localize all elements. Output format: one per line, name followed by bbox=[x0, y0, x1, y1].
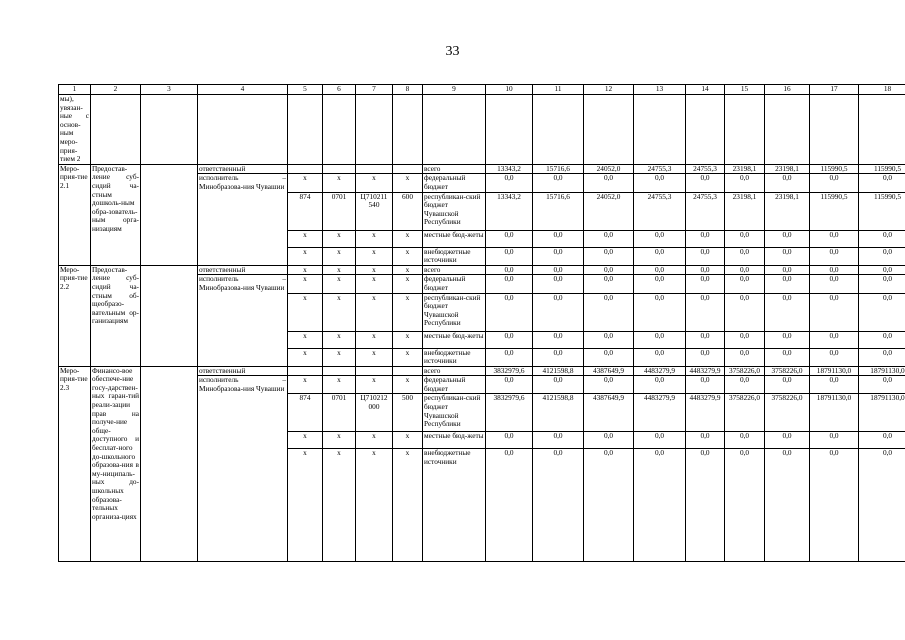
amount-cell: 0,0 bbox=[634, 293, 686, 331]
amount-cell: 0,0 bbox=[859, 331, 905, 348]
amount-cell: 0,0 bbox=[810, 265, 859, 275]
amount-cell: 0,0 bbox=[686, 331, 725, 348]
code-target: x bbox=[356, 293, 393, 331]
funding-source: всего bbox=[423, 265, 486, 275]
amount-cell: 0,0 bbox=[486, 275, 533, 293]
funding-source: федеральный бюджет bbox=[423, 275, 486, 293]
code-section: x bbox=[323, 432, 356, 449]
amount-cell: 0,0 bbox=[584, 275, 634, 293]
amount-cell: 0,0 bbox=[810, 275, 859, 293]
amount-cell: 0,0 bbox=[486, 265, 533, 275]
code-target: x bbox=[356, 331, 393, 348]
amount-cell: 0,0 bbox=[859, 265, 905, 275]
amount-cell: 0,0 bbox=[533, 265, 584, 275]
amount-cell: 4483279,9 bbox=[634, 394, 686, 432]
amount-cell: 0,0 bbox=[533, 348, 584, 366]
continuation-row bbox=[59, 95, 905, 165]
code-target: x bbox=[356, 348, 393, 366]
amount-cell: 4121598,8 bbox=[533, 394, 584, 432]
amount-cell: 0,0 bbox=[486, 293, 533, 331]
amount-cell: 0,0 bbox=[765, 376, 810, 394]
amount-cell: 3832979,6 bbox=[486, 366, 533, 376]
amount-cell: 0,0 bbox=[634, 174, 686, 192]
code-target bbox=[356, 366, 393, 376]
amount-cell: 115990,5 bbox=[810, 164, 859, 174]
code-grbs: x bbox=[288, 174, 323, 192]
amount-cell: 0,0 bbox=[486, 247, 533, 265]
amount-cell: 4483279,9 bbox=[634, 366, 686, 376]
code-section: 0701 bbox=[323, 192, 356, 230]
column-number: 14 bbox=[686, 85, 725, 95]
code-grbs bbox=[288, 164, 323, 174]
amount-cell: 0,0 bbox=[725, 376, 765, 394]
column-number: 6 bbox=[323, 85, 356, 95]
column-number: 18 bbox=[859, 85, 905, 95]
amount-cell: 4121598,8 bbox=[533, 366, 584, 376]
code-expense: x bbox=[393, 449, 423, 562]
code-grbs: 874 bbox=[288, 192, 323, 230]
amount-cell: 0,0 bbox=[584, 432, 634, 449]
measure-name: Меро-прия-тие 2.2 bbox=[59, 265, 91, 366]
amount-cell: 0,0 bbox=[486, 432, 533, 449]
amount-cell: 0,0 bbox=[725, 293, 765, 331]
table-row bbox=[59, 366, 905, 376]
code-section: x bbox=[323, 376, 356, 394]
column-number: 11 bbox=[533, 85, 584, 95]
measure-title: Предостав-ление суб-сидий ча-стным дошколь-ным обра-зователь-ным орга-низациям bbox=[91, 164, 141, 265]
amount-cell: 0,0 bbox=[533, 174, 584, 192]
code-expense bbox=[393, 164, 423, 174]
amount-cell: 0,0 bbox=[634, 230, 686, 247]
continuation-cell: мы), увязан-ные с основ-ным меро-прия-тием 2 bbox=[60, 94, 89, 164]
amount-cell: 0,0 bbox=[859, 230, 905, 247]
column-number: 12 bbox=[584, 85, 634, 95]
amount-cell: 0,0 bbox=[584, 449, 634, 562]
amount-cell: 3758226,0 bbox=[765, 394, 810, 432]
funding-source: республикан-ский бюджет Чувашской Республики bbox=[423, 394, 486, 432]
amount-cell: 0,0 bbox=[486, 449, 533, 562]
column-number: 17 bbox=[810, 85, 859, 95]
amount-cell: 0,0 bbox=[725, 230, 765, 247]
executor-label: ответственный bbox=[198, 265, 288, 275]
amount-cell: 23198,1 bbox=[725, 192, 765, 230]
table-row bbox=[59, 265, 905, 275]
code-grbs: x bbox=[288, 449, 323, 562]
code-expense: x bbox=[393, 247, 423, 265]
funding-source: внебюджетные источники bbox=[423, 247, 486, 265]
column-number: 4 bbox=[198, 85, 288, 95]
amount-cell: 0,0 bbox=[810, 376, 859, 394]
amount-cell: 0,0 bbox=[686, 293, 725, 331]
amount-cell: 0,0 bbox=[486, 348, 533, 366]
amount-cell: 4387649,9 bbox=[584, 394, 634, 432]
amount-cell: 23198,1 bbox=[725, 164, 765, 174]
amount-cell: 3758226,0 bbox=[725, 366, 765, 376]
amount-cell: 0,0 bbox=[810, 174, 859, 192]
amount-cell: 0,0 bbox=[765, 247, 810, 265]
code-section: x bbox=[323, 331, 356, 348]
amount-cell: 0,0 bbox=[584, 247, 634, 265]
amount-cell: 0,0 bbox=[686, 247, 725, 265]
funding-source: всего bbox=[423, 366, 486, 376]
code-target: x bbox=[356, 376, 393, 394]
code-expense: 500 bbox=[393, 394, 423, 432]
amount-cell: 0,0 bbox=[765, 174, 810, 192]
funding-source: местные бюд-жеты bbox=[423, 331, 486, 348]
amount-cell: 3758226,0 bbox=[725, 394, 765, 432]
column-number: 10 bbox=[486, 85, 533, 95]
amount-cell: 0,0 bbox=[533, 331, 584, 348]
amount-cell: 0,0 bbox=[765, 275, 810, 293]
executor-detail: исполнитель – Минобразова-ния Чувашии bbox=[198, 376, 288, 562]
executor-detail: исполнитель – Минобразова-ния Чувашии bbox=[198, 174, 288, 265]
amount-cell: 0,0 bbox=[765, 432, 810, 449]
amount-cell: 0,0 bbox=[810, 432, 859, 449]
amount-cell: 24052,0 bbox=[584, 164, 634, 174]
executor-detail: исполнитель – Минобразова-ния Чувашии bbox=[198, 275, 288, 366]
amount-cell: 4483279,9 bbox=[686, 366, 725, 376]
amount-cell: 0,0 bbox=[725, 432, 765, 449]
code-grbs: 874 bbox=[288, 394, 323, 432]
column-number: 13 bbox=[634, 85, 686, 95]
code-section: x bbox=[323, 174, 356, 192]
amount-cell: 0,0 bbox=[634, 275, 686, 293]
funding-source: республикан-ский бюджет Чувашской Республики bbox=[423, 293, 486, 331]
amount-cell: 0,0 bbox=[859, 247, 905, 265]
code-section: x bbox=[323, 230, 356, 247]
code-section: 0701 bbox=[323, 394, 356, 432]
amount-cell: 24755,3 bbox=[634, 164, 686, 174]
amount-cell: 0,0 bbox=[486, 331, 533, 348]
amount-cell: 0,0 bbox=[533, 275, 584, 293]
code-target: Ц710211 540 bbox=[356, 192, 393, 230]
measure-name: Меро-прия-тие 2.3 bbox=[59, 366, 91, 562]
code-target: x bbox=[356, 230, 393, 247]
measure-title: Предостав-ление суб-сидий ча-стным об-щеобразо-вательным ор-ганизациям bbox=[91, 265, 141, 366]
amount-cell: 24755,3 bbox=[686, 192, 725, 230]
amount-cell: 0,0 bbox=[533, 449, 584, 562]
amount-cell: 4387649,9 bbox=[584, 366, 634, 376]
code-section: x bbox=[323, 449, 356, 562]
code-expense: x bbox=[393, 376, 423, 394]
amount-cell: 0,0 bbox=[810, 293, 859, 331]
code-expense: 600 bbox=[393, 192, 423, 230]
amount-cell: 115990,5 bbox=[810, 192, 859, 230]
amount-cell: 15716,6 bbox=[533, 192, 584, 230]
amount-cell: 0,0 bbox=[634, 265, 686, 275]
amount-cell: 0,0 bbox=[634, 348, 686, 366]
funding-source: внебюджетные источники bbox=[423, 348, 486, 366]
amount-cell: 0,0 bbox=[486, 376, 533, 394]
amount-cell: 0,0 bbox=[859, 376, 905, 394]
amount-cell: 13343,2 bbox=[486, 192, 533, 230]
amount-cell: 0,0 bbox=[584, 293, 634, 331]
code-target: x bbox=[356, 174, 393, 192]
amount-cell: 0,0 bbox=[765, 293, 810, 331]
funding-source: местные бюд-жеты bbox=[423, 432, 486, 449]
funding-source: федеральный бюджет bbox=[423, 174, 486, 192]
funding-source: федеральный бюджет bbox=[423, 376, 486, 394]
code-section: x bbox=[323, 275, 356, 293]
amount-cell: 0,0 bbox=[725, 174, 765, 192]
funding-source: республикан-ский бюджет Чувашской Республики bbox=[423, 192, 486, 230]
amount-cell: 0,0 bbox=[725, 348, 765, 366]
amount-cell: 0,0 bbox=[725, 265, 765, 275]
column-number-row bbox=[59, 85, 905, 95]
amount-cell: 3758226,0 bbox=[765, 366, 810, 376]
amount-cell: 0,0 bbox=[584, 348, 634, 366]
code-section bbox=[323, 164, 356, 174]
code-grbs bbox=[288, 366, 323, 376]
amount-cell: 0,0 bbox=[584, 230, 634, 247]
amount-cell: 18791130,0 bbox=[859, 394, 905, 432]
column-number: 2 bbox=[91, 85, 141, 95]
code-grbs: x bbox=[288, 265, 323, 275]
code-target: Ц710212 000 bbox=[356, 394, 393, 432]
code-expense bbox=[393, 366, 423, 376]
col3-empty bbox=[141, 366, 198, 562]
column-number: 9 bbox=[423, 85, 486, 95]
amount-cell: 18791130,0 bbox=[859, 366, 905, 376]
amount-cell: 0,0 bbox=[725, 247, 765, 265]
amount-cell: 115990,5 bbox=[859, 192, 905, 230]
code-target: x bbox=[356, 247, 393, 265]
code-expense: x bbox=[393, 293, 423, 331]
amount-cell: 0,0 bbox=[584, 174, 634, 192]
column-number: 16 bbox=[765, 85, 810, 95]
code-grbs: x bbox=[288, 348, 323, 366]
executor-label: ответственный bbox=[198, 164, 288, 174]
amount-cell: 24052,0 bbox=[584, 192, 634, 230]
code-expense: x bbox=[393, 432, 423, 449]
amount-cell: 0,0 bbox=[686, 432, 725, 449]
code-grbs: x bbox=[288, 331, 323, 348]
amount-cell: 0,0 bbox=[634, 376, 686, 394]
amount-cell: 0,0 bbox=[859, 432, 905, 449]
amount-cell: 3832979,6 bbox=[486, 394, 533, 432]
amount-cell: 0,0 bbox=[533, 432, 584, 449]
col3-empty bbox=[141, 164, 198, 265]
amount-cell: 0,0 bbox=[686, 230, 725, 247]
amount-cell: 0,0 bbox=[533, 247, 584, 265]
code-expense: x bbox=[393, 331, 423, 348]
funding-source: всего bbox=[423, 164, 486, 174]
column-number: 5 bbox=[288, 85, 323, 95]
column-number: 1 bbox=[59, 85, 91, 95]
column-number: 7 bbox=[356, 85, 393, 95]
amount-cell: 13343,2 bbox=[486, 164, 533, 174]
amount-cell: 0,0 bbox=[533, 230, 584, 247]
code-section: x bbox=[323, 265, 356, 275]
measure-name: Меро-прия-тие 2.1 bbox=[59, 164, 91, 265]
executor-label: ответственный bbox=[198, 366, 288, 376]
code-target: x bbox=[356, 275, 393, 293]
amount-cell: 0,0 bbox=[810, 247, 859, 265]
funding-source: местные бюд-жеты bbox=[423, 230, 486, 247]
code-grbs: x bbox=[288, 275, 323, 293]
code-section: x bbox=[323, 293, 356, 331]
amount-cell: 0,0 bbox=[486, 230, 533, 247]
amount-cell: 0,0 bbox=[686, 275, 725, 293]
amount-cell: 24755,3 bbox=[634, 192, 686, 230]
code-target bbox=[356, 164, 393, 174]
amount-cell: 24755,3 bbox=[686, 164, 725, 174]
amount-cell: 15716,6 bbox=[533, 164, 584, 174]
page-number: 33 bbox=[445, 44, 460, 59]
amount-cell: 23198,1 bbox=[765, 192, 810, 230]
amount-cell: 0,0 bbox=[765, 230, 810, 247]
code-grbs: x bbox=[288, 230, 323, 247]
amount-cell: 0,0 bbox=[686, 174, 725, 192]
budget-table bbox=[58, 84, 905, 562]
amount-cell: 0,0 bbox=[584, 331, 634, 348]
code-expense: x bbox=[393, 230, 423, 247]
amount-cell: 0,0 bbox=[810, 449, 859, 562]
amount-cell: 0,0 bbox=[765, 449, 810, 562]
column-number: 8 bbox=[393, 85, 423, 95]
amount-cell: 0,0 bbox=[486, 174, 533, 192]
code-target: x bbox=[356, 432, 393, 449]
amount-cell: 0,0 bbox=[686, 348, 725, 366]
amount-cell: 0,0 bbox=[810, 348, 859, 366]
amount-cell: 0,0 bbox=[725, 331, 765, 348]
amount-cell: 0,0 bbox=[634, 247, 686, 265]
amount-cell: 0,0 bbox=[859, 348, 905, 366]
amount-cell: 0,0 bbox=[765, 348, 810, 366]
amount-cell: 18791130,0 bbox=[810, 394, 859, 432]
amount-cell: 0,0 bbox=[725, 449, 765, 562]
amount-cell: 0,0 bbox=[725, 275, 765, 293]
measure-title: Финансо-вое обеспече-ние госу-дарствен-ных гаран-тий реали-зации прав на получе-ние обще-доступного и бесплат-ного до-школьного образова-ния в му-ниципаль-ных до-школьных образова-тельных организа-циях bbox=[91, 366, 141, 562]
amount-cell: 0,0 bbox=[765, 331, 810, 348]
amount-cell: 0,0 bbox=[584, 265, 634, 275]
funding-source: внебюджетные источники bbox=[423, 449, 486, 562]
code-expense: x bbox=[393, 348, 423, 366]
amount-cell: 0,0 bbox=[634, 331, 686, 348]
amount-cell: 4483279,9 bbox=[686, 394, 725, 432]
amount-cell: 23198,1 bbox=[765, 164, 810, 174]
code-grbs: x bbox=[288, 376, 323, 394]
code-target: x bbox=[356, 449, 393, 562]
code-grbs: x bbox=[288, 293, 323, 331]
code-grbs: x bbox=[288, 247, 323, 265]
code-section: x bbox=[323, 247, 356, 265]
amount-cell: 0,0 bbox=[686, 376, 725, 394]
amount-cell: 0,0 bbox=[533, 376, 584, 394]
code-expense: x bbox=[393, 265, 423, 275]
amount-cell: 0,0 bbox=[810, 331, 859, 348]
table-row bbox=[59, 164, 905, 174]
amount-cell: 0,0 bbox=[686, 449, 725, 562]
col3-empty bbox=[141, 265, 198, 366]
column-number: 3 bbox=[141, 85, 198, 95]
amount-cell: 0,0 bbox=[686, 265, 725, 275]
amount-cell: 0,0 bbox=[634, 432, 686, 449]
amount-cell: 0,0 bbox=[533, 293, 584, 331]
column-number: 15 bbox=[725, 85, 765, 95]
amount-cell: 0,0 bbox=[765, 265, 810, 275]
code-section bbox=[323, 366, 356, 376]
amount-cell: 0,0 bbox=[859, 174, 905, 192]
amount-cell: 0,0 bbox=[634, 449, 686, 562]
amount-cell: 115990,5 bbox=[859, 164, 905, 174]
code-expense: x bbox=[393, 174, 423, 192]
code-grbs: x bbox=[288, 432, 323, 449]
amount-cell: 0,0 bbox=[584, 376, 634, 394]
code-target: x bbox=[356, 265, 393, 275]
amount-cell: 0,0 bbox=[859, 275, 905, 293]
code-section: x bbox=[323, 348, 356, 366]
code-expense: x bbox=[393, 275, 423, 293]
amount-cell: 0,0 bbox=[859, 449, 905, 562]
amount-cell: 0,0 bbox=[810, 230, 859, 247]
amount-cell: 18791130,0 bbox=[810, 366, 859, 376]
amount-cell: 0,0 bbox=[859, 293, 905, 331]
